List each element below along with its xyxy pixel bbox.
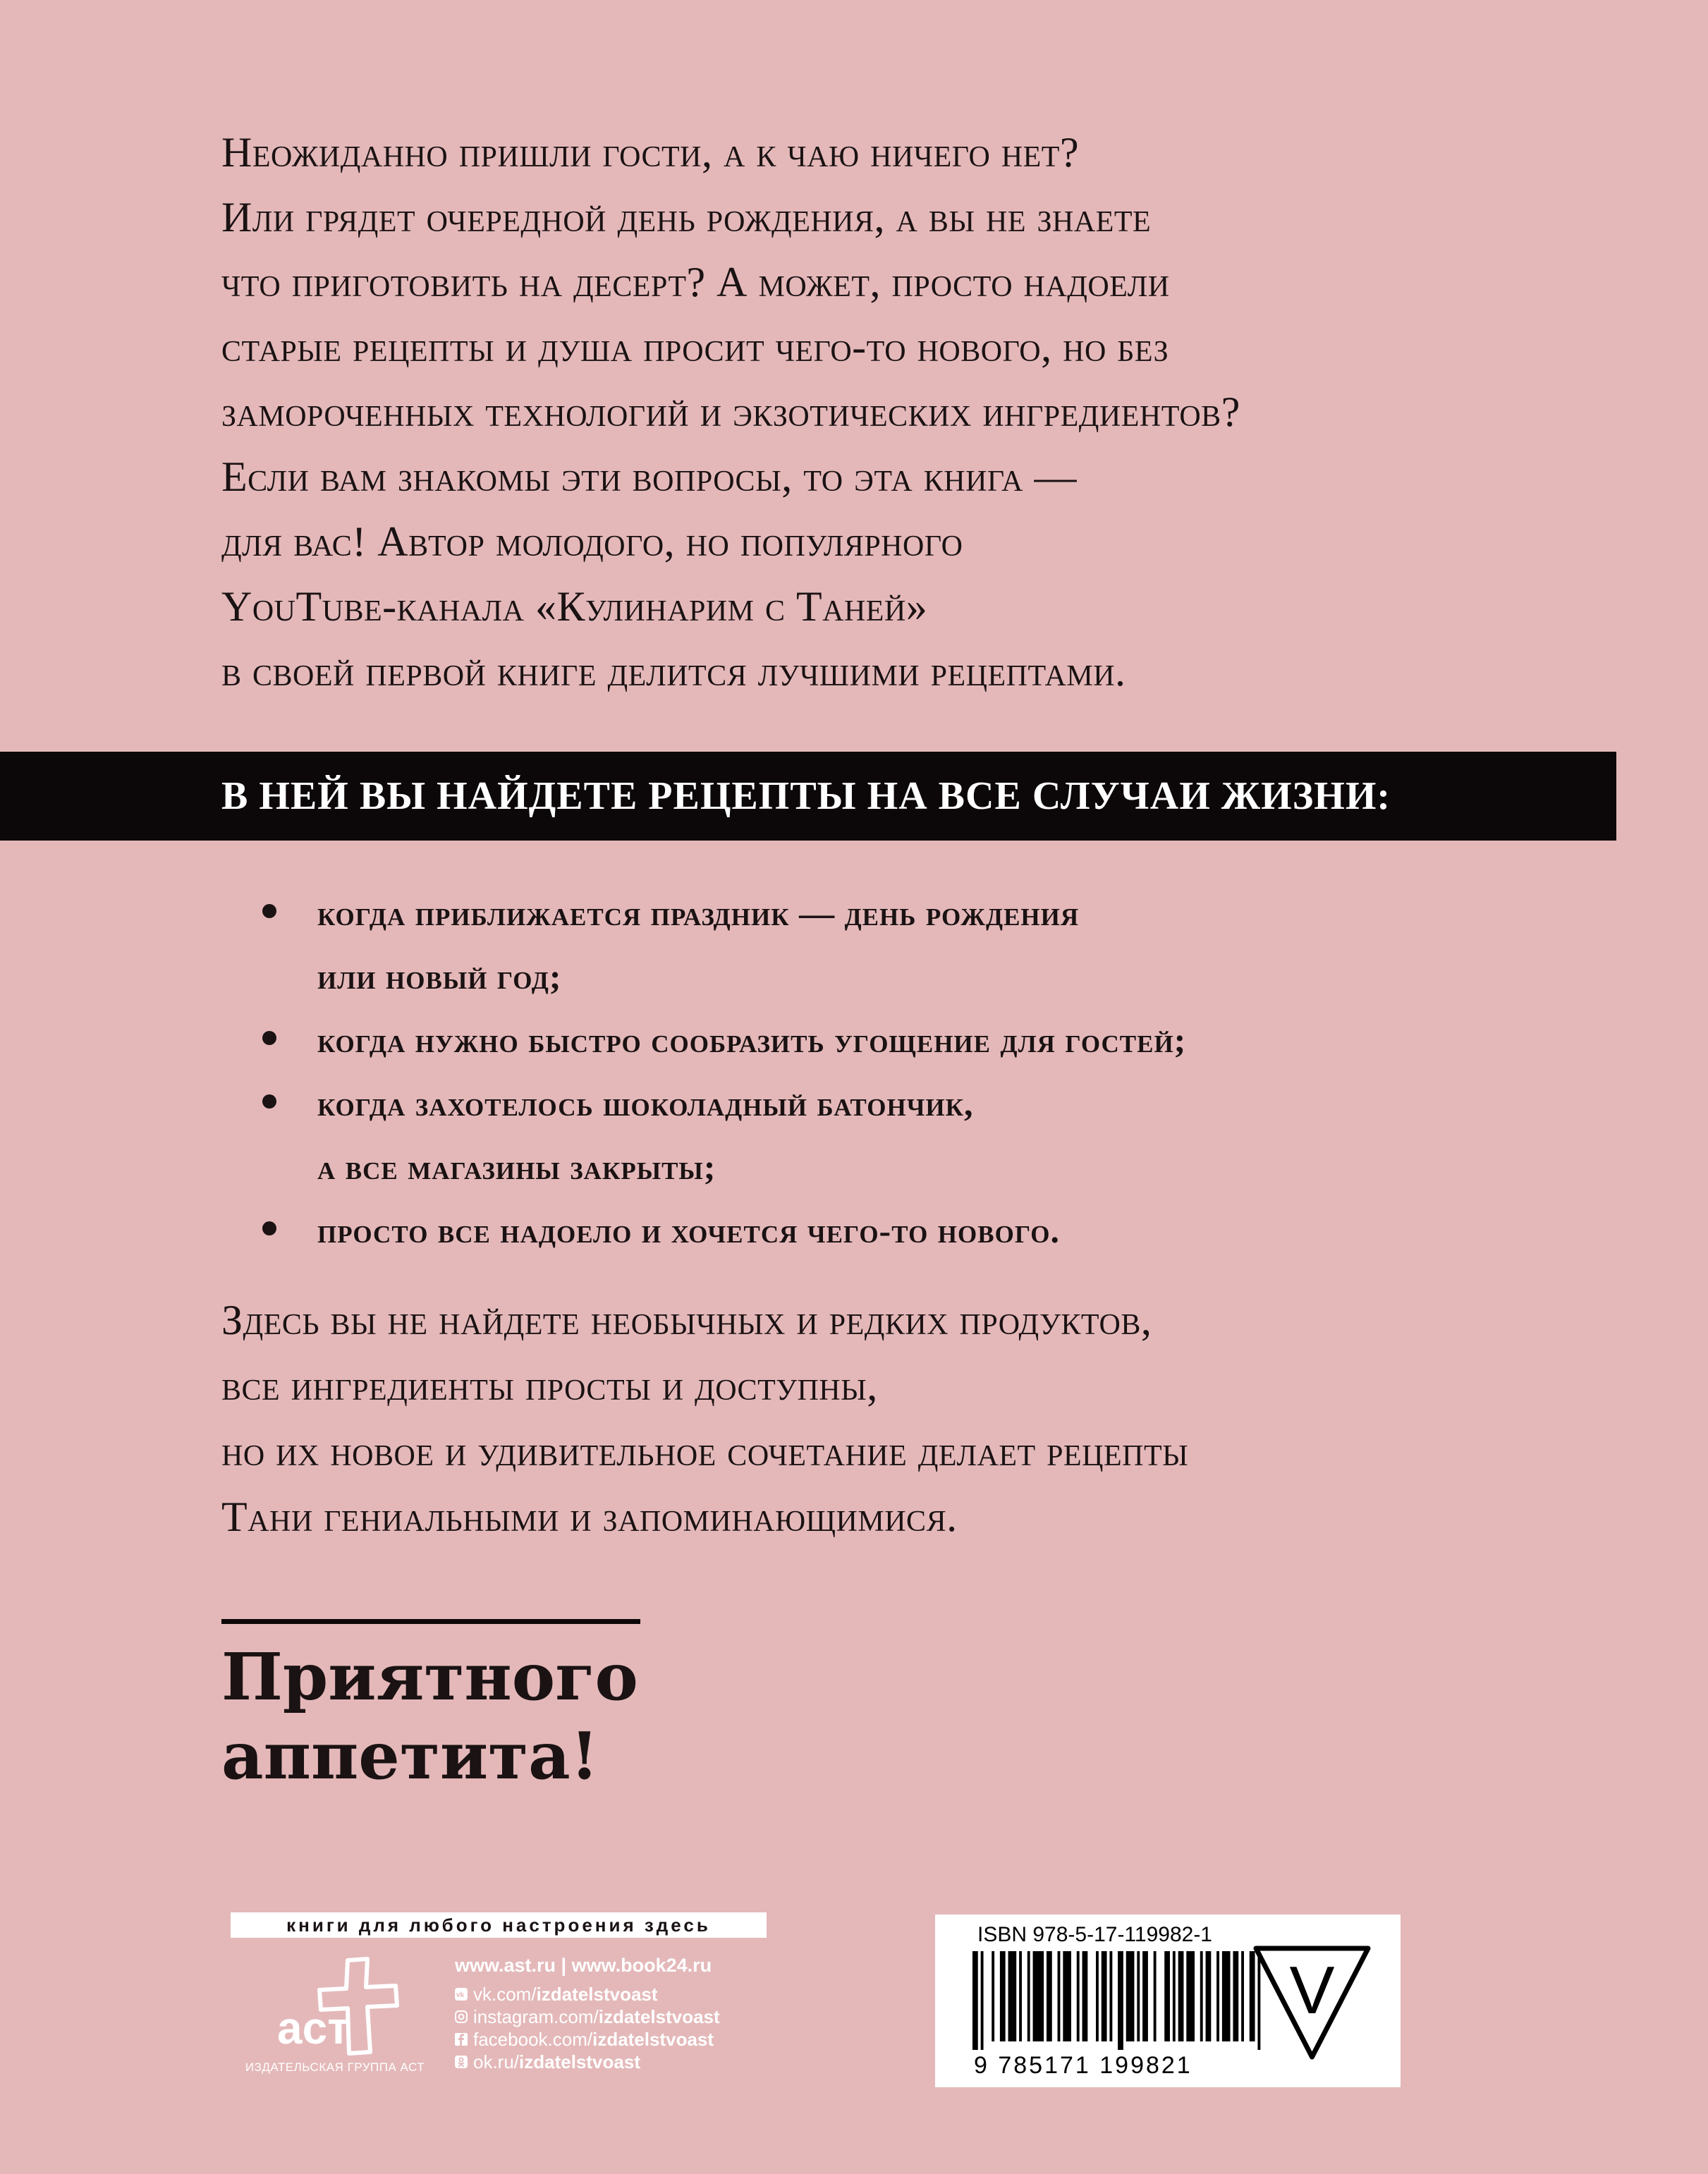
barcode-bar	[1109, 1951, 1112, 2041]
barcode-bar	[1206, 1951, 1212, 2041]
ast-logo-icon	[264, 1953, 405, 2059]
closing-divider	[221, 1619, 640, 1624]
list-item-line: просто все надоело и хочется чего-то нового.	[317, 1211, 1060, 1250]
social-handle: izdatelstvoast	[519, 2051, 640, 2072]
social-prefix: instagram.com/	[473, 2006, 599, 2027]
svg-text:vk: vk	[456, 1991, 465, 1999]
list-item	[262, 1199, 1532, 1262]
social-handle: izdatelstvoast	[536, 1984, 658, 2005]
bullet-icon	[262, 1094, 276, 1109]
list-item	[262, 881, 1532, 1008]
barcode-bar	[1027, 1951, 1030, 2041]
age-rating-triangle-icon	[1250, 1943, 1374, 2063]
list-item	[262, 1072, 1532, 1199]
intro-line: что приготовить на десерт? А может, просто надоели	[221, 259, 1170, 305]
barcode-bar	[1058, 1951, 1061, 2041]
recipe-occasions-list	[262, 881, 1532, 1262]
vk-icon	[455, 1988, 468, 2001]
barcode-bar	[981, 1951, 984, 2050]
barcode-bar	[992, 1951, 994, 2041]
barcode-bar	[1137, 1951, 1140, 2041]
instagram-icon	[455, 2010, 468, 2023]
outro-line: Тани гениальными и запоминающимися.	[221, 1494, 958, 1540]
outro-paragraph	[221, 1288, 1491, 1550]
barcode-bar	[1063, 1951, 1071, 2041]
publisher-links	[455, 1948, 720, 2073]
list-item	[262, 1008, 1532, 1072]
logo-wordmark: аст	[277, 2003, 350, 2053]
barcode-bar	[1142, 1951, 1148, 2041]
list-item-line: а все магазины закрыты;	[317, 1147, 716, 1187]
list-item-line: или новый год;	[317, 957, 562, 996]
intro-line: замороченных технологий и экзотических ингредиентов?	[221, 389, 1240, 435]
social-prefix: facebook.com/	[473, 2029, 593, 2050]
intro-line: YouTube-канала «Кулинарим с Таней»	[221, 583, 928, 630]
facebook-icon	[455, 2033, 468, 2046]
age-rating-letter: V	[1289, 1953, 1335, 2028]
bullet-icon	[262, 904, 276, 918]
odnoklassniki-icon	[455, 2056, 468, 2068]
publisher-tagline: книги для любого настроения здесь	[231, 1912, 767, 1938]
barcode-bar	[1082, 1951, 1088, 2041]
bullet-icon	[262, 1031, 276, 1045]
closing-line: Приятного	[221, 1639, 638, 1715]
social-link-vk[interactable]	[455, 1983, 720, 2005]
social-link-odnoklassniki[interactable]	[455, 2051, 720, 2073]
barcode-bar	[1186, 1951, 1195, 2041]
barcode-bar	[1102, 1951, 1107, 2041]
intro-line: Если вам знакомы эти вопросы, то эта книга —	[221, 453, 1077, 500]
social-link-facebook[interactable]	[455, 2028, 720, 2051]
barcode-bar	[972, 1951, 978, 2050]
barcode-bar	[1233, 1951, 1238, 2041]
social-handle: izdatelstvoast	[598, 2006, 720, 2027]
social-prefix: vk.com/	[473, 1984, 537, 2005]
intro-line: для вас! Автор молодого, но популярного	[221, 518, 963, 565]
barcode-bar	[1096, 1951, 1099, 2041]
barcode-bar	[1008, 1951, 1017, 2041]
publisher-websites[interactable]: www.ast.ru | www.book24.ru	[455, 1955, 712, 1976]
social-link-instagram[interactable]	[455, 2005, 720, 2028]
barcode-bar	[1164, 1951, 1170, 2041]
barcode-bar	[1241, 1951, 1244, 2041]
barcode-icon	[972, 1951, 1269, 2050]
barcode-bar	[1200, 1951, 1203, 2041]
list-item-line: когда захотелось шоколадный батончик,	[317, 1084, 974, 1123]
outro-line: Здесь вы не найдете необычных и редких продуктов,	[221, 1297, 1152, 1343]
barcode-bar	[1033, 1951, 1044, 2041]
intro-paragraph	[221, 120, 1491, 704]
outro-line: все ингредиенты просты и доступны,	[221, 1362, 878, 1409]
list-item-line: когда нужно быстро сообразить угощение для гостей;	[317, 1020, 1187, 1060]
intro-line: в своей первой книге делится лучшими рецептами.	[221, 648, 1126, 695]
isbn-panel	[935, 1915, 1401, 2087]
social-prefix: ok.ru/	[473, 2051, 520, 2072]
barcode-bar	[1047, 1951, 1052, 2041]
bullet-icon	[262, 1221, 276, 1235]
barcode-digits: 9 785171 199821	[974, 2052, 1192, 2079]
closing-greeting	[221, 1637, 638, 1795]
barcode-bar	[1216, 1951, 1219, 2041]
social-handle: izdatelstvoast	[592, 2029, 714, 2050]
intro-line: Неожиданно пришли гости, а к чаю ничего нет?	[221, 129, 1080, 176]
list-item-line: когда приближается праздник — день рождения	[317, 893, 1080, 933]
closing-line: аппетита!	[221, 1718, 599, 1794]
barcode-bar	[1173, 1951, 1176, 2041]
isbn-number: ISBN 978-5-17-119982-1	[977, 1923, 1212, 1946]
section-banner	[0, 752, 1616, 841]
barcode-bar	[1126, 1951, 1135, 2041]
barcode-bar	[1019, 1951, 1022, 2041]
barcode-bar	[1222, 1951, 1231, 2041]
outro-line: но их новое и удивительное сочетание делает рецепты	[221, 1428, 1189, 1474]
barcode-bar	[1178, 1951, 1184, 2041]
banner-heading: В НЕЙ ВЫ НАЙДЕТЕ РЕЦЕПТЫ НА ВСЕ СЛУЧАИ ЖИЗНИ:	[221, 774, 1391, 818]
barcode-bar	[1154, 1951, 1157, 2041]
barcode-bar	[1077, 1951, 1080, 2041]
barcode-bar	[1118, 1951, 1123, 2050]
intro-line: старые рецепты и душа просит чего-то нового, но без	[221, 324, 1169, 370]
publisher-caption: ИЗДАТЕЛЬСКАЯ ГРУППА АСТ	[245, 2060, 425, 2074]
intro-line: Или грядет очередной день рождения, а вы не знаете	[221, 194, 1152, 240]
barcode-bar	[1000, 1951, 1006, 2041]
